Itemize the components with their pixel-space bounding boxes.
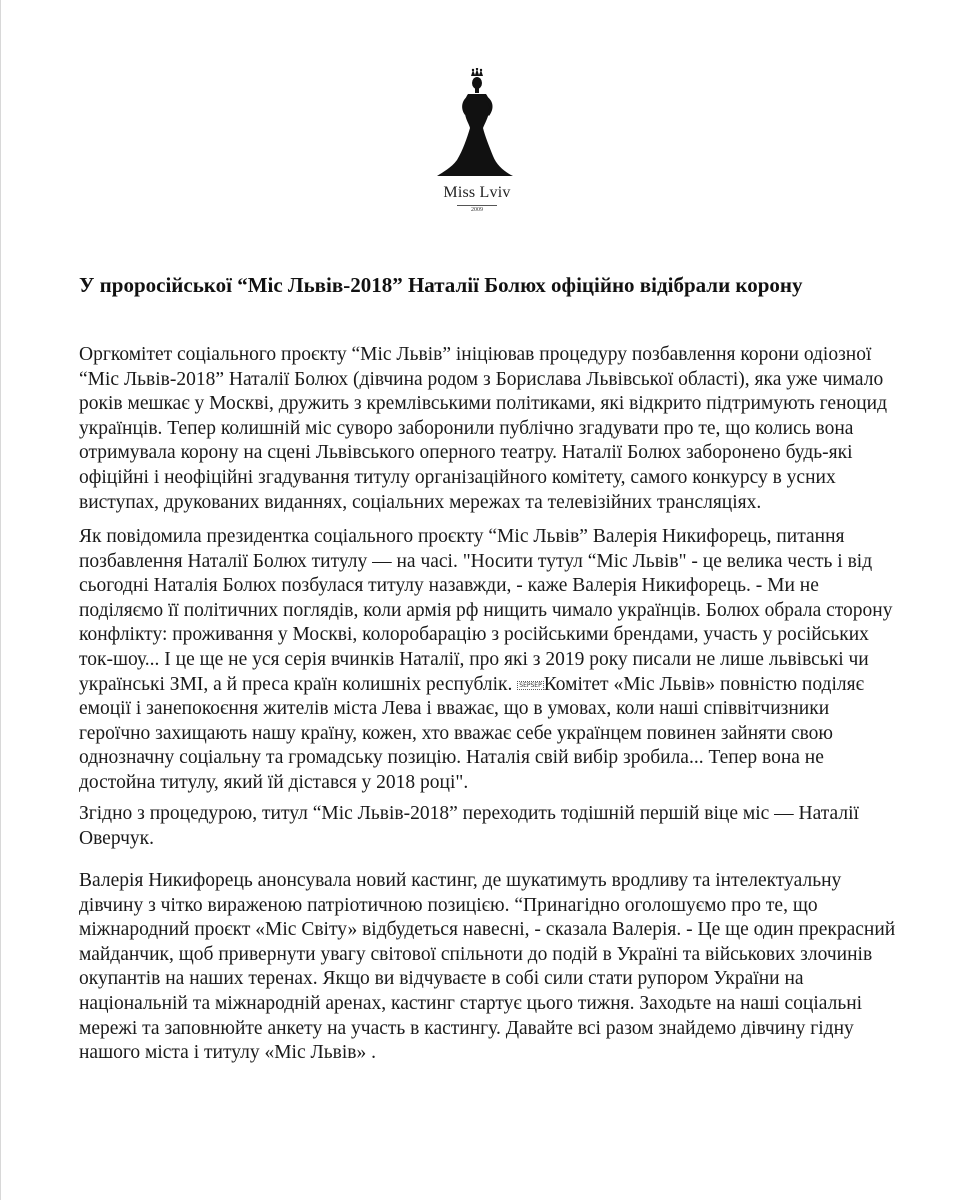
article-headline: У проросійської “Міс Львів-2018” Наталії Болюх офіційно відібрали корону bbox=[79, 273, 803, 297]
text-line: національній та міжнародній аренах, кастинг стартує цього тижня. Заходьте на наші соціальні bbox=[79, 992, 863, 1014]
text-line: окупантів на наших теренах. Якщо ви відчуваєте в собі сили стати рупором України на bbox=[79, 968, 804, 990]
silhouette-crown-icon bbox=[413, 68, 541, 184]
text-line: однозначну соціальну та громадську позицію. Наталія свій вибір зробила... Тепер вона не bbox=[79, 747, 824, 769]
text-line: виступах, друкованих виданнях, соціальних мережах та телевізійних трансляціях. bbox=[79, 491, 762, 513]
text-line: Як повідомила президентка соціального проєкту “Міс Львів” Валерія Никифорець, питання bbox=[79, 526, 845, 547]
separator-marker-glyph: SEPSEP bbox=[519, 681, 542, 689]
text-line-with-marker bbox=[79, 673, 909, 698]
text-line: емоції і занепокоєння жителів міста Лева і вважає, що в умовах, коли наші співвітчизники bbox=[79, 698, 830, 720]
text-line: “Міс Львів-2018” Наталії Болюх (дівчина родом з Борислава Львівської області), яка уже чимало bbox=[79, 368, 884, 390]
paragraph-1 bbox=[79, 343, 909, 515]
text-line: років мешкає у Москві, дружить з кремлівськими політиками, які відкрито підтримують геноцид bbox=[79, 393, 888, 415]
paragraph-2 bbox=[79, 525, 909, 796]
text-line: українців. Тепер колишній міс суворо заборонили публічно згадувати про те, що колись вона bbox=[79, 417, 854, 439]
text-line: героїчно захищають нашу країну, кожен, хто вважає себе українцем повинен зайняти свою bbox=[79, 722, 833, 744]
paragraph-3 bbox=[79, 802, 909, 851]
text-line: дівчину з чітко вираженою патріотичною позицією. “Принагідно оголошуємо про те, що bbox=[79, 894, 818, 916]
text-line: майданчик, щоб привернути увагу світової спільноти до подій в Україні та військових злочинів bbox=[79, 943, 873, 965]
text-line: офіційні і неофіційні згадування титулу організаційного комітету, самого конкурсу в усних bbox=[79, 466, 836, 488]
text-line: ток-шоу... І це ще не уся серія вчинків Наталії, про які з 2019 року писали не лише львівські чи bbox=[79, 648, 869, 670]
text-line: мережі та заповнюйте анкету на участь в кастингу. Давайте всі разом знайдемо дівчину гідну bbox=[79, 1017, 854, 1039]
text-line: поділяємо її політичних поглядів, коли армія рф нищить чимало українців. Болюх обрала сторону bbox=[79, 599, 893, 621]
text-line: нашого міста і титулу «Міс Львів» . bbox=[79, 1042, 376, 1064]
logo-wordmark: Miss Lviv bbox=[443, 184, 511, 201]
text-line: сьогодні Наталія Болюх позбулася титулу назавжди, - каже Валерія Никифорець. - Ми не bbox=[79, 575, 819, 597]
text-line: достойна титулу, який їй дістався у 2018 році". bbox=[79, 771, 469, 793]
text-line: міжнародний проєкт «Міс Світу» відбудеться навесні, - сказала Валерія. - Це ще один прекрасний bbox=[79, 919, 896, 941]
text-line: конфлікту: проживання у Москві, колоробарацію з російськими брендами, участь у російських bbox=[79, 624, 869, 646]
text-line: позбавлення Наталії Болюх титулу — на часі. "Носити тутул “Міс Львів" - це велика честь і від bbox=[79, 550, 873, 572]
paragraph-4 bbox=[79, 869, 909, 1066]
text-line: отримувала корону на сцені Львівського оперного театру. Наталії Болюх заборонено будь-які bbox=[79, 442, 853, 464]
text-line: Оверчук. bbox=[79, 827, 155, 849]
logo-divider bbox=[457, 205, 497, 206]
text-line: Оргкомітет соціального проєкту “Міс Львів” ініціював процедуру позбавлення корони одіозної bbox=[79, 344, 872, 365]
text-line-end: Комітет «Міс Львів» повністю поділяє bbox=[543, 673, 864, 695]
text-line-start: українські ЗМІ, а й преса країн колишніх республік. bbox=[79, 673, 518, 695]
text-line: Згідно з процедурою, титул “Міс Львів-2018” переходить тодішній першій віце міс — Наталії bbox=[79, 803, 859, 824]
text-line: Валерія Никифорець анонсувала новий кастинг, де шукатимуть вродливу та інтелектуальну bbox=[79, 870, 842, 891]
logo-year: 2009 bbox=[471, 207, 483, 213]
miss-lviv-logo bbox=[413, 68, 541, 216]
